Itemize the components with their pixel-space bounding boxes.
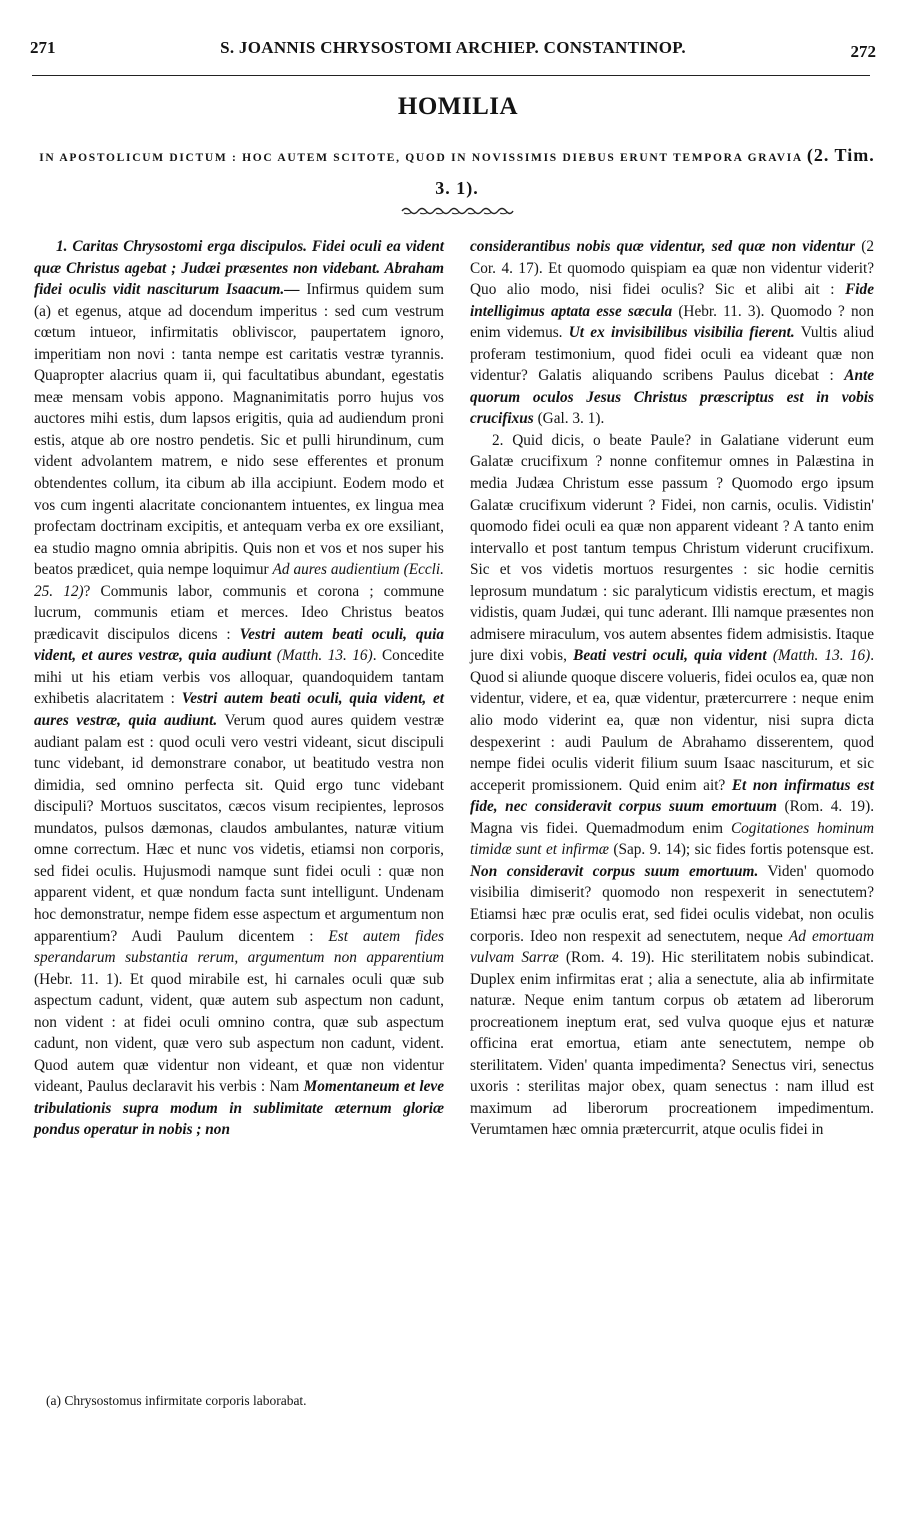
section-1-paragraph [34,236,444,1141]
continued-paragraph [470,236,874,430]
footnote: (a) Chrysostomus infirmitate corporis laborabat. [46,1393,307,1408]
scripture-quote: Fide intelligimus aptata esse sæcula [470,281,875,320]
scripture-quote: Est autem fides sperandarum substantia rerum, argumentum non apparentium [34,927,444,967]
header-rule [32,75,870,76]
homily-subtitle [34,140,880,206]
left-column [34,236,444,1141]
scripture-quote: Vestri autem beati oculi, quia vident, et aures vestræ, quia audiunt [34,625,444,665]
scripture-reference: (Gal. 3. 1) [537,410,601,428]
scripture-reference: (Eccli. 25. 12) [34,561,444,600]
scripture-quote: Non consideravit corpus suum emortuum. [470,862,759,880]
body-text: . Hic sterilitatem nobis subindicat. Duplex enim infirmitas erat ; alia a senectute, alia ab infirmitate naturæ. Neque enim tantum corpus ob ætatem ad liberorum procreationem ineptum erat, sed vulva quoque ejus et naturæ officina erat emortua, etiam ante senectutem, nempe ob sterilitatem. Viden' quanta impedimenta? Senectus viri, senectus uxoris : sterilitas major obex, quam senectus : nam illud est maximum ad liberorum procreationem impedimentum. Verumtamen hæc omnia prætercurrit, atque oculis fidei in [470,949,875,1139]
section-2-paragraph [470,430,874,1141]
page-number-left: 271 [30,38,56,57]
scripture-quote: Et non infirmatus est fide, nec consideravit corpus suum emortuum [470,776,874,816]
right-column [470,236,874,1141]
scripture-reference: (Matth. 13. 16) [276,647,373,665]
body-text: Vultis aliud proferam testimonium, quod fidei oculi ea videant quæ non videntur? Galatis aliquando scribens Paulus dicebat : [470,324,874,385]
scripture-quote: Ad emortuam vulvam Sarræ [470,927,874,967]
body-text: Infirmus quidem sum (a) et egenus, atque ad docendum imperitus : sed cum vestrum cœtum intueor, infirmitatis obliviscor, paupertatem ignoro, imperitiam non novi : tanta nempe est caritatis vestræ tyrannis. Quapropter alacrius quam ii, qui facultatibus abundant, egestatis meæ mensam vobis appono. Magnanimitatis porro hujus vos auctores mihi estis, dum lapsos erigitis, quia ad audiendum proni estis, atque ab ore nostro pendetis. Sic et pulli hirundinum, cum vident advolantem matrem, e nido sese efferentes et pronum obtendentes collum, ita cibum ab illa accipiunt. Eodem modo et vos cum ingenti alacritate concionantem intuentes, ex lingua mea profectam doctrinam excipitis, et antequam verba ex ore exsiliant, ea studio magno omnia abripitis. Quis non et vos et nos super his beatos prædicet, quia nempe loquimur [34,281,444,579]
body-text: . Concedite mihi ut his etiam verbis vos alloquar, quandoquidem tantam exhibetis alacritatem : [34,647,444,708]
body-text: . Quod si aliunde quoque discere volueris, fidei oculos ea, quæ non videntur, videre, et ea, quæ videntur, prætercurrere : neque enim alio modo viderint ea, quæ non videntur, nisi supra dicta despexerint : audi Paulum de Abrahamo disserentem, quod nempe fidei oculis viderit filium suum Isaac nasciturum, et sic acceperit promissionem. Quid enim ait? [470,647,875,794]
homily-title: HOMILIA [397,93,519,120]
page-number-right: 272 [850,42,876,61]
body-text: . Et quod mirabile est, hi carnales oculi quæ sub aspectum cadunt, vident, quæ autem sub aspectum non cadunt, non vident : at fidei oculi omnino contra, quæ sub aspectum cadunt, non vident, quæ vero sub aspectum non cadunt, vident. Quod autem quæ videntur non videant, et quæ non videntur videant, Paulus declaravit his verbis : Nam [34,970,444,1096]
body-text: Verum quod aures quidem vestræ audiant palam est : quod oculi vero vestri videant, sicut discipuli tunc videbant, id demonstrare conabor, ut beatitudo vestra non dimidia, sed omnino perfecta sit. Quid ergo tunc videbant discipuli? Mortuos suscitatos, cæcos visum recipientes, leprosos mundatos, pulsos dæmonas, claudos ambulantes, naturæ vitium omne correctum. Hæc et nunc vos videtis, etiamsi non corporis, sed fidei oculis. Hujusmodi namque sunt fidei oculi : quæ non apparent vident, et quæ nondum facta sunt intelligunt. Undenam hoc demonstratur, nempe fidem esse aspectum et argumentum non apparentium? Audi Paulum dicentem : [34,712,444,945]
body-text: . Et quomodo quispiam ea quæ non videntur viderit? Quo alio modo, nisi fidei oculis? Sic et alibi ait : [470,259,874,299]
scripture-reference: (Rom. 4. 19) [784,798,871,816]
subtitle-text: IN APOSTOLICUM DICTUM : HOC AUTEM SCITOTE, QUOD IN NOVISSIMIS DIEBUS ERUNT TEMPORA GRAVIA [39,152,803,164]
scripture-reference: (Hebr. 11. 3) [678,302,761,320]
scripture-quote: Cogitationes hominum timidæ sunt et infirmæ [470,819,874,859]
scripture-reference: (Sap. 9. 14) [613,841,686,859]
scripture-reference: (Matth. 13. 16) [772,647,871,665]
scripture-reference: (Hebr. 11. 1) [34,970,119,988]
body-text: ; sic fides fortis potensque est. [685,841,875,859]
scripture-quote: Momentaneum et leve tribulationis supra modum in sublimitate æternum gloriæ pondus operatur in nobis ; non [34,1078,445,1139]
scripture-quote: Beati vestri oculi, quia vident [573,647,767,665]
scripture-quote: Ante quorum oculos Jesus Christus præscriptus est in vobis crucifixus [470,367,874,428]
body-text: 2. Quid dicis, o beate Paule? in Galatiane viderunt eum Galatæ crucifixum ? nonne confitemur omnes in Palæstina in media Judæa Christum esse passum ? Quomodo ergo ipsum Galatæ crucifixum viderunt ? Fidei, non carnis, oculis. Vidistin' quomodo fidei oculi ea quæ non apparent videant ? A tanto enim intervallo et post tantum tempus Christum viderunt crucifixum. Sic et vos videtis mortuos resurgentes : sic hodie cernitis leprosum mundatum : sic paralyticum vidistis erectum, et magis vidistis, quam Judæi, qui tunc aderant. Illi namque præsentes non admisere miraculum, vos autem absentes fidem admisistis. Itaque jure dixi vobis, [470,431,874,665]
body-text: . Magna vis fidei. Quemadmodum enim [470,798,875,837]
scripture-quote: Vestri autem beati oculi, quia vident, et aures vestræ, quia audiunt. [34,690,444,730]
body-text: . [600,410,605,428]
scripture-reference: (2 Cor. 4. 17) [470,238,874,277]
scripture-quote: Ut ex invisibilibus visibilia fierent. [568,324,795,342]
body-text: . Quomodo ? non enim videmus. [470,302,874,342]
scripture-quote: Ad aures audientium [272,561,400,579]
body-text: ? Communis labor, communis et corona ; commune lucrum, communis etiam et merces. Ideo Christus beatos prædicavit discipulos dicens : [34,582,445,643]
decorative-scroll-ornament-icon [400,206,515,216]
scripture-reference: (Rom. 4. 19) [565,949,651,967]
running-title: S. JOANNIS CHRYSOSTOMI ARCHIEP. CONSTANTINOP. [220,38,686,57]
body-text: Viden' quomodo visibilia dimiserit? quomodo non respexerit in senectutem? Etiamsi hæc præ oculis erat, sed fidei oculis videbat, non oculis corporis. Ideo non respexit ad senectutem, neque [470,862,874,945]
subtitle-reference: (2. Tim. 3. 1). [435,145,875,198]
section-1-summary: 1. Caritas Chrysostomi erga discipulos. Fidei oculi ea vident quæ Christus agebat ; Judæi præsentes non videbant. Abraham fidei oculis vidit nasciturum Isaacum.— [34,238,444,299]
running-head [30,34,876,64]
scripture-quote: considerantibus nobis quæ videntur, sed quæ non videntur [470,238,856,255]
